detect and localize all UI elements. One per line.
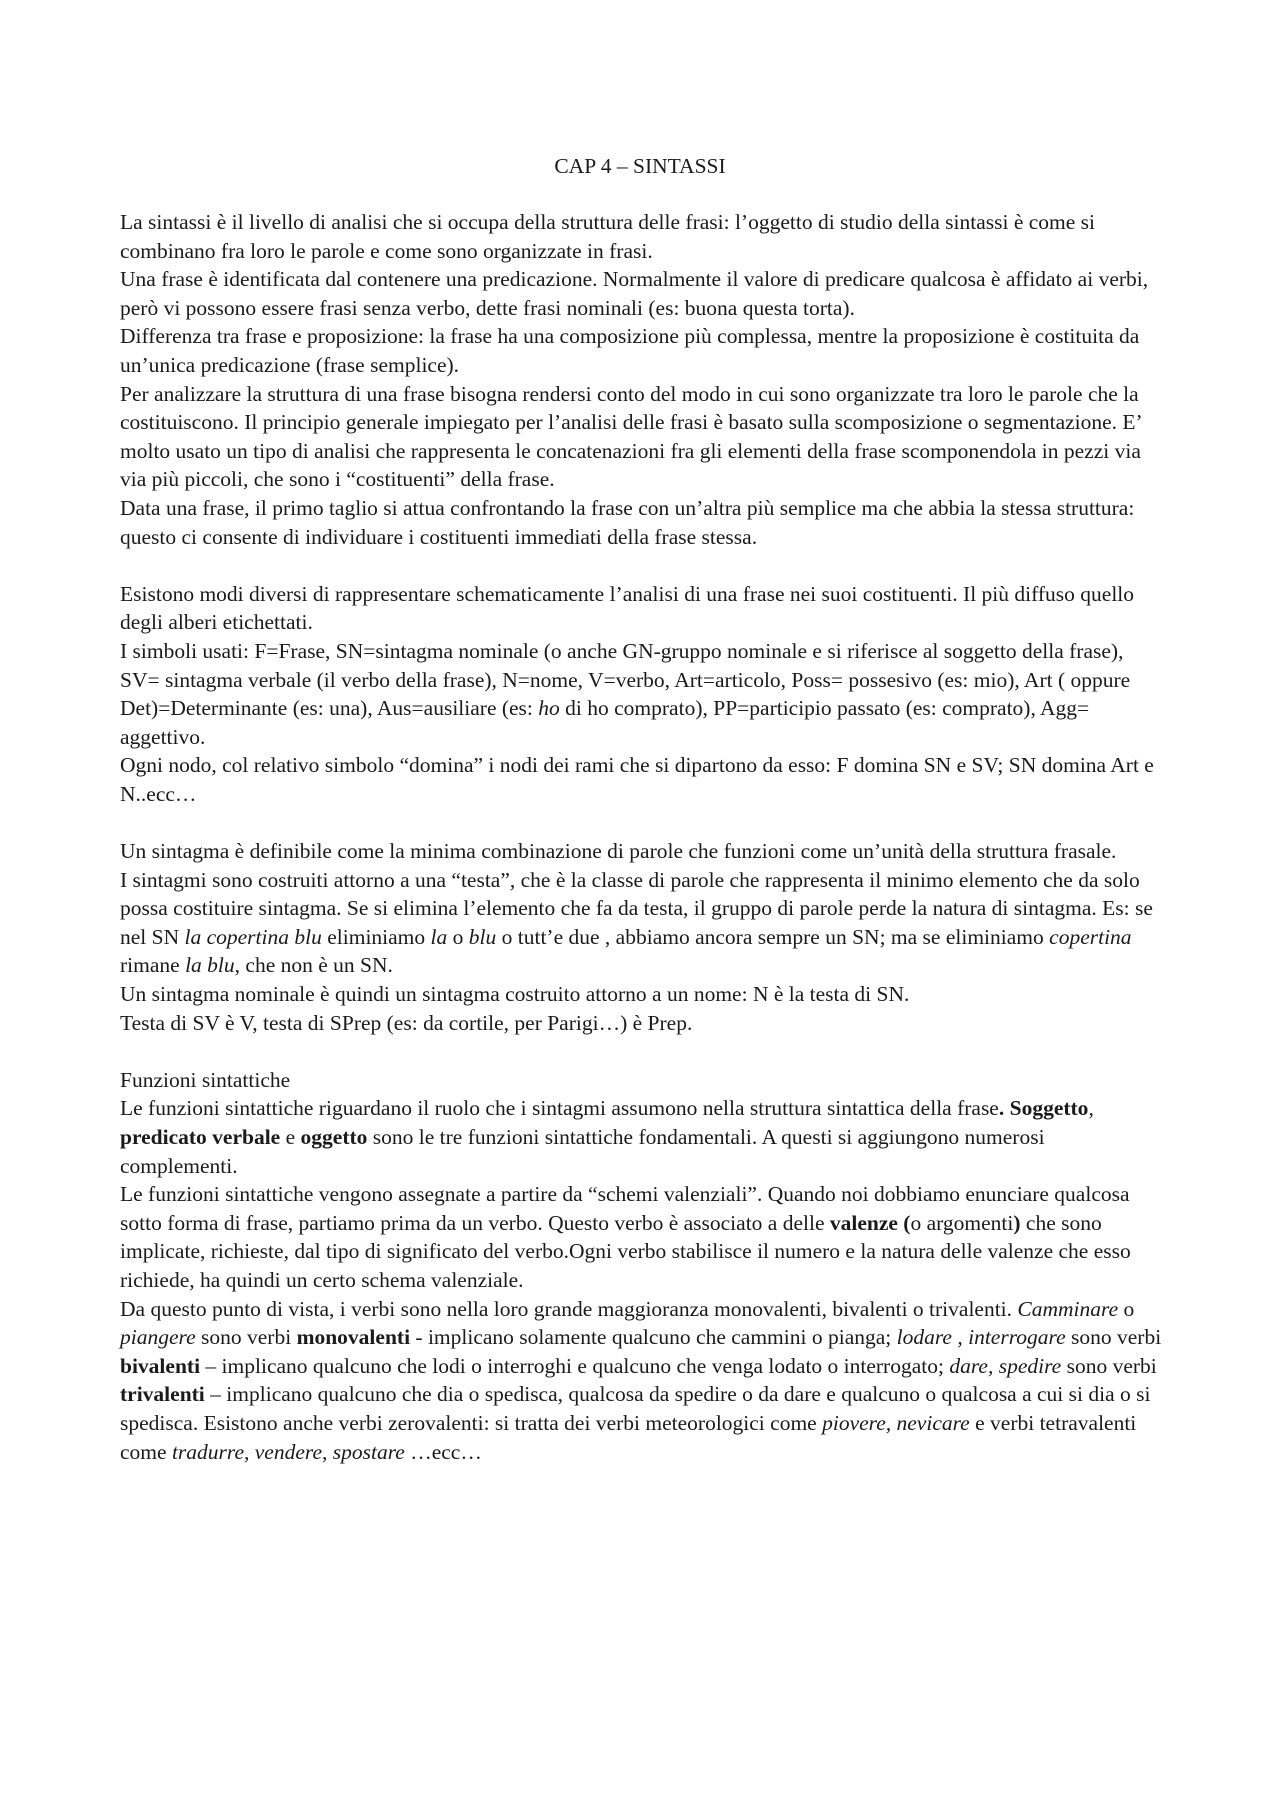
text-run: - implicano solamente qualcuno che cammini o pianga; (410, 1325, 897, 1350)
paragraph (120, 1094, 1165, 1180)
bold-term: bivalenti (120, 1353, 201, 1378)
text-run: Le funzioni sintattiche riguardano il ruolo che i sintagmi assumono nella struttura sintattica della frase (120, 1096, 999, 1121)
text-run: Esistono modi diversi di rappresentare schematicamente l’analisi di una frase nei suoi costituenti. Il più diffuso quello degli alberi etichettati. (120, 581, 1135, 635)
text-run: sono verbi (195, 1325, 297, 1350)
paragraph (120, 265, 1165, 322)
italic-example: blu (468, 924, 497, 949)
italic-example: piangere (120, 1325, 196, 1350)
paragraph-spacer (120, 1037, 1165, 1066)
text-run: e verbi tetravalenti come (120, 1410, 1137, 1464)
text-run: Una frase è identificata dal contenere una predicazione. Normalmente il valore di predicare qualcosa è affidato ai verbi, però vi possono essere frasi senza verbo, dette frasi nominali (es: buona questa torta). (120, 267, 1149, 320)
italic-example: piovere, nevicare (822, 1410, 970, 1435)
text-run: , (1088, 1096, 1094, 1121)
bold-term: valenze ( (829, 1210, 911, 1235)
bold-term: predicato verbale (120, 1125, 281, 1149)
italic-example: la blu (185, 953, 235, 978)
paragraph (120, 751, 1165, 808)
paragraph (120, 494, 1165, 551)
text-run: , che non è un SN. (234, 953, 393, 978)
text-run: Data una frase, il primo taglio si attua confrontando la frase con un’altra più semplice ma che abbia la stessa struttura: questo ci consente di individuare i costituenti immediati della frase stessa. (120, 495, 1135, 549)
paragraph (120, 208, 1165, 265)
text-run: …ecc… (404, 1439, 482, 1464)
text-run: Un sintagma nominale è quindi un sintagma costruito attorno a un nome: N è la testa di SN. (120, 982, 910, 1007)
text-run: sono verbi (1061, 1353, 1157, 1378)
text-run: o (1118, 1296, 1135, 1321)
text-run: sono verbi (1065, 1325, 1162, 1350)
text-run: Testa di SV è V, testa di SPrep (es: da cortile, per Parigi…) è Prep. (120, 1010, 693, 1035)
text-run: rimane (120, 953, 186, 978)
text-run: Per analizzare la struttura di una frase bisogna rendersi conto del modo in cui sono organizzate tra loro le parole che la costituiscono. Il principio generale impiegato per l’analisi delle frasi è basato sulla scomposizione o segmentazione. E’ molto usato un tipo di analisi che rappresenta le concatenazioni fra gli elementi della frase scomponendola in pezzi via via più piccoli, che sono i “costituenti” della frase. (120, 381, 1142, 492)
text-run: I simboli usati: F=Frase, SN=sintagma nominale (o anche GN-gruppo nominale e si riferisce al soggetto della frase), SV= sintagma verbale (il verbo della frase), N=nome, V=verbo, Art=articolo, Poss= possesivo (es: mio), Art ( oppure Det)=Determinante (es: una), Aus=ausiliare (es: (120, 638, 1131, 721)
bold-term: oggetto (300, 1125, 368, 1149)
text-run: Da questo punto di vista, i verbi sono nella loro grande maggioranza monovalenti, bivalenti o trivalenti. (120, 1296, 1018, 1321)
italic-example: la copertina blu (184, 924, 322, 949)
paragraph (120, 837, 1165, 866)
paragraph (120, 1180, 1165, 1294)
paragraph (120, 380, 1165, 494)
document-body (120, 208, 1165, 1466)
paragraph (120, 1066, 1165, 1095)
italic-example: ho (538, 696, 560, 721)
text-run: che sono implicate, richieste, dal tipo di significato del verbo.Ogni verbo stabilisce il numero e la natura delle valenze che esso richiede, ha quindi un certo schema valenziale. (120, 1210, 1131, 1292)
paragraph-spacer (120, 808, 1165, 837)
text-run: e (280, 1125, 301, 1149)
bold-term: ) (1013, 1210, 1021, 1235)
paragraph (120, 980, 1165, 1009)
text-run: Differenza tra frase e proposizione: la frase ha una composizione più complessa, mentre la proposizione è costituita da un’unica predicazione (frase semplice). (120, 324, 1140, 377)
text-run: – implicano qualcuno che dia o spedisca, qualcosa da spedire o da dare e qualcuno o qualcosa a cui si dia o si spedisca. Esistono anche verbi zerovalenti: si tratta dei verbi meteorologici come (120, 1382, 1151, 1435)
paragraph (120, 637, 1165, 751)
italic-example: copertina (1049, 924, 1132, 949)
text-run: eliminiamo (321, 924, 431, 949)
paragraph (120, 322, 1165, 379)
text-run: – implicano qualcuno che lodi o interroghi e qualcuno che venga lodato o interrogato; (200, 1353, 950, 1378)
text-run: I sintagmi sono costruiti attorno a una “testa”, che è la classe di parole che rappresenta il minimo elemento che da solo possa costituire sintagma. Se si elimina l’elemento che fa da testa, il gruppo di parole perde la natura di sintagma. Es: se nel SN (120, 867, 1153, 949)
text-run: di ho comprato), PP=participio passato (es: comprato), Agg= aggettivo. (120, 696, 1090, 749)
bold-term: . Soggetto (998, 1096, 1089, 1121)
paragraph (120, 1009, 1165, 1038)
paragraph (120, 866, 1165, 980)
paragraph (120, 580, 1165, 637)
text-run: Ogni nodo, col relativo simbolo “domina” i nodi dei rami che si dipartono da esso: F domina SN e SV; SN domina Art e N..ecc… (120, 753, 1154, 806)
text-run: Funzioni sintattiche (120, 1067, 291, 1092)
paragraph-spacer (120, 551, 1165, 580)
text-run: Le funzioni sintattiche vengono assegnate a partire da “schemi valenziali”. Quando noi dobbiamo enunciare qualcosa sotto forma di frase, partiamo prima da un verbo. Questo verbo è associato a delle (120, 1182, 1130, 1235)
italic-example: dare, spedire (949, 1353, 1062, 1378)
text-run: o tutt’e due , abbiamo ancora sempre un SN; ma se eliminiamo (496, 924, 1050, 949)
italic-example: la (430, 924, 448, 949)
text-run: sono le tre funzioni sintattiche fondamentali. A questi si aggiungono numerosi complementi. (120, 1125, 1045, 1178)
text-run: o argomenti (910, 1210, 1014, 1235)
paragraph (120, 1295, 1165, 1467)
text-run: o (447, 924, 469, 949)
bold-term: monovalenti (296, 1325, 411, 1350)
page-title: CAP 4 – SINTASSI (554, 154, 726, 178)
text-run: Un sintagma è definibile come la minima combinazione di parole che funzioni come un’unità della struttura frasale. (120, 839, 1117, 864)
italic-example: lodare , interrogare (896, 1325, 1066, 1350)
italic-example: Camminare (1017, 1296, 1119, 1321)
italic-example: tradurre, vendere, spostare (171, 1439, 405, 1464)
bold-term: trivalenti (120, 1382, 205, 1407)
text-run: La sintassi è il livello di analisi che si occupa della struttura delle frasi: l’oggetto di studio della sintassi è come si combinano fra loro le parole e come sono organizzate in frasi. (120, 210, 1096, 263)
